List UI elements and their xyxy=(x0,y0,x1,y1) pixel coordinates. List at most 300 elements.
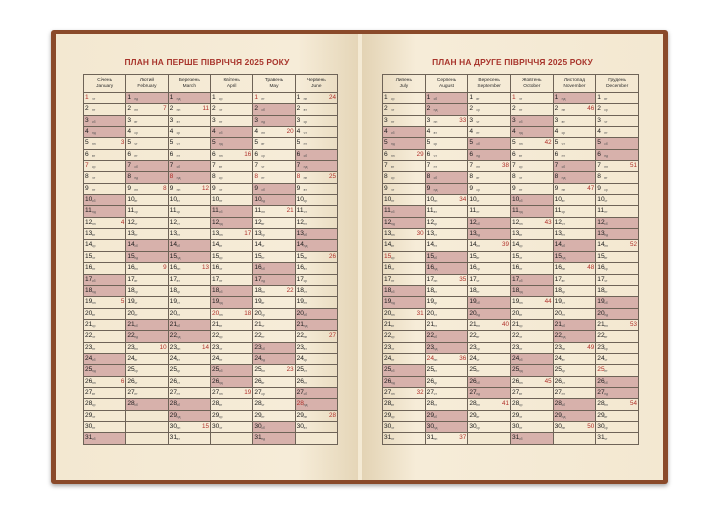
day-cell[interactable] xyxy=(253,183,295,194)
day-cell[interactable] xyxy=(168,217,210,228)
day-cell[interactable] xyxy=(468,229,511,240)
day-cell[interactable] xyxy=(84,399,126,410)
day-cell[interactable] xyxy=(84,149,126,160)
day-cell[interactable] xyxy=(295,297,337,308)
day-cell[interactable] xyxy=(553,331,596,342)
day-cell[interactable] xyxy=(84,172,126,183)
day-cell[interactable] xyxy=(84,115,126,126)
day-cell[interactable] xyxy=(383,206,426,217)
day-cell[interactable] xyxy=(84,251,126,262)
day-cell[interactable] xyxy=(510,93,553,104)
day-cell[interactable] xyxy=(168,206,210,217)
day-cell[interactable] xyxy=(295,263,337,274)
day-cell[interactable] xyxy=(425,353,468,364)
day-cell[interactable] xyxy=(253,127,295,138)
day-cell[interactable] xyxy=(510,172,553,183)
day-cell[interactable] xyxy=(468,365,511,376)
day-cell[interactable] xyxy=(468,297,511,308)
day-cell[interactable] xyxy=(383,274,426,285)
day-cell[interactable] xyxy=(126,138,168,149)
day-cell[interactable] xyxy=(253,229,295,240)
day-cell[interactable] xyxy=(84,195,126,206)
day-cell[interactable] xyxy=(126,115,168,126)
day-cell[interactable] xyxy=(425,263,468,274)
day-cell[interactable] xyxy=(425,127,468,138)
day-cell[interactable] xyxy=(468,149,511,160)
day-cell[interactable] xyxy=(84,183,126,194)
day-cell[interactable] xyxy=(596,217,639,228)
day-cell[interactable] xyxy=(84,127,126,138)
day-cell[interactable] xyxy=(383,104,426,115)
day-cell[interactable] xyxy=(553,365,596,376)
day-cell[interactable] xyxy=(295,274,337,285)
day-cell[interactable] xyxy=(596,251,639,262)
day-cell[interactable] xyxy=(295,331,337,342)
day-cell[interactable] xyxy=(553,195,596,206)
day-cell[interactable] xyxy=(295,161,337,172)
day-cell[interactable] xyxy=(210,161,252,172)
day-cell[interactable] xyxy=(84,376,126,387)
day-cell[interactable] xyxy=(295,195,337,206)
day-cell[interactable] xyxy=(510,161,553,172)
day-cell[interactable] xyxy=(210,387,252,398)
day-cell[interactable] xyxy=(84,217,126,228)
day-cell[interactable] xyxy=(84,240,126,251)
day-cell[interactable] xyxy=(210,93,252,104)
day-cell[interactable] xyxy=(126,161,168,172)
day-cell[interactable] xyxy=(295,138,337,149)
day-cell[interactable] xyxy=(253,263,295,274)
day-cell[interactable] xyxy=(425,251,468,262)
day-cell[interactable] xyxy=(210,149,252,160)
day-cell[interactable] xyxy=(468,93,511,104)
day-cell[interactable] xyxy=(596,433,639,444)
day-cell[interactable] xyxy=(253,285,295,296)
day-cell[interactable] xyxy=(383,93,426,104)
day-cell[interactable] xyxy=(596,263,639,274)
day-cell[interactable] xyxy=(425,421,468,432)
day-cell[interactable] xyxy=(553,104,596,115)
day-cell[interactable] xyxy=(510,342,553,353)
day-cell[interactable] xyxy=(510,387,553,398)
day-cell[interactable] xyxy=(425,149,468,160)
day-cell[interactable] xyxy=(126,319,168,330)
day-cell[interactable] xyxy=(383,433,426,444)
day-cell[interactable] xyxy=(425,387,468,398)
day-cell[interactable] xyxy=(168,308,210,319)
day-cell[interactable] xyxy=(553,274,596,285)
day-cell[interactable] xyxy=(553,263,596,274)
day-cell[interactable] xyxy=(425,115,468,126)
day-cell[interactable] xyxy=(168,240,210,251)
day-cell[interactable] xyxy=(126,127,168,138)
day-cell[interactable] xyxy=(553,353,596,364)
day-cell[interactable] xyxy=(383,297,426,308)
day-cell[interactable] xyxy=(468,206,511,217)
day-cell[interactable] xyxy=(425,138,468,149)
day-cell[interactable] xyxy=(210,115,252,126)
day-cell[interactable] xyxy=(425,161,468,172)
day-cell[interactable] xyxy=(510,399,553,410)
day-cell[interactable] xyxy=(383,138,426,149)
day-cell[interactable] xyxy=(210,353,252,364)
day-cell[interactable] xyxy=(295,285,337,296)
day-cell[interactable] xyxy=(383,308,426,319)
day-cell[interactable] xyxy=(553,387,596,398)
day-cell[interactable] xyxy=(596,274,639,285)
day-cell[interactable] xyxy=(468,331,511,342)
day-cell[interactable] xyxy=(596,183,639,194)
day-cell[interactable] xyxy=(596,285,639,296)
day-cell[interactable] xyxy=(425,365,468,376)
day-cell[interactable] xyxy=(510,229,553,240)
day-cell[interactable] xyxy=(253,387,295,398)
day-cell[interactable] xyxy=(468,387,511,398)
day-cell[interactable] xyxy=(425,297,468,308)
day-cell[interactable] xyxy=(596,104,639,115)
day-cell[interactable] xyxy=(210,410,252,421)
day-cell[interactable] xyxy=(295,183,337,194)
day-cell[interactable] xyxy=(425,195,468,206)
day-cell[interactable] xyxy=(168,93,210,104)
day-cell[interactable] xyxy=(253,161,295,172)
day-cell[interactable] xyxy=(553,172,596,183)
day-cell[interactable] xyxy=(468,251,511,262)
day-cell[interactable] xyxy=(383,387,426,398)
day-cell[interactable] xyxy=(295,127,337,138)
day-cell[interactable] xyxy=(383,149,426,160)
day-cell[interactable] xyxy=(553,206,596,217)
day-cell[interactable] xyxy=(510,410,553,421)
day-cell[interactable] xyxy=(510,138,553,149)
day-cell[interactable] xyxy=(468,240,511,251)
day-cell[interactable] xyxy=(383,399,426,410)
day-cell[interactable] xyxy=(425,376,468,387)
day-cell[interactable] xyxy=(553,410,596,421)
day-cell[interactable] xyxy=(253,240,295,251)
day-cell[interactable] xyxy=(253,319,295,330)
day-cell[interactable] xyxy=(295,93,337,104)
day-cell[interactable] xyxy=(553,138,596,149)
day-cell[interactable] xyxy=(383,195,426,206)
day-cell[interactable] xyxy=(210,206,252,217)
day-cell[interactable] xyxy=(425,399,468,410)
day-cell[interactable] xyxy=(596,421,639,432)
day-cell[interactable] xyxy=(295,251,337,262)
day-cell[interactable] xyxy=(126,104,168,115)
day-cell[interactable] xyxy=(295,149,337,160)
day-cell[interactable] xyxy=(425,342,468,353)
day-cell[interactable] xyxy=(126,240,168,251)
day-cell[interactable] xyxy=(553,115,596,126)
day-cell[interactable] xyxy=(253,93,295,104)
day-cell[interactable] xyxy=(383,319,426,330)
day-cell[interactable] xyxy=(210,229,252,240)
day-cell[interactable] xyxy=(468,263,511,274)
day-cell[interactable] xyxy=(425,433,468,444)
day-cell[interactable] xyxy=(425,240,468,251)
day-cell[interactable] xyxy=(468,183,511,194)
day-cell[interactable] xyxy=(126,183,168,194)
day-cell[interactable] xyxy=(383,115,426,126)
day-cell[interactable] xyxy=(126,274,168,285)
day-cell[interactable] xyxy=(253,149,295,160)
day-cell[interactable] xyxy=(553,308,596,319)
day-cell[interactable] xyxy=(84,93,126,104)
day-cell[interactable] xyxy=(383,172,426,183)
day-cell[interactable] xyxy=(84,104,126,115)
day-cell[interactable] xyxy=(295,421,337,432)
day-cell[interactable] xyxy=(84,206,126,217)
day-cell[interactable] xyxy=(168,342,210,353)
day-cell[interactable] xyxy=(596,172,639,183)
day-cell[interactable] xyxy=(210,240,252,251)
day-cell[interactable] xyxy=(84,161,126,172)
day-cell[interactable] xyxy=(168,410,210,421)
day-cell[interactable] xyxy=(295,240,337,251)
day-cell[interactable] xyxy=(468,274,511,285)
day-cell[interactable] xyxy=(295,399,337,410)
day-cell[interactable] xyxy=(126,365,168,376)
day-cell[interactable] xyxy=(596,342,639,353)
day-cell[interactable] xyxy=(126,399,168,410)
day-cell[interactable] xyxy=(126,297,168,308)
day-cell[interactable] xyxy=(84,308,126,319)
day-cell[interactable] xyxy=(596,353,639,364)
day-cell[interactable] xyxy=(425,308,468,319)
day-cell[interactable] xyxy=(383,229,426,240)
day-cell[interactable] xyxy=(210,399,252,410)
day-cell[interactable] xyxy=(168,161,210,172)
day-cell[interactable] xyxy=(510,115,553,126)
day-cell[interactable] xyxy=(596,331,639,342)
day-cell[interactable] xyxy=(553,149,596,160)
day-cell[interactable] xyxy=(553,297,596,308)
day-cell[interactable] xyxy=(168,127,210,138)
day-cell[interactable] xyxy=(253,251,295,262)
day-cell[interactable] xyxy=(510,274,553,285)
day-cell[interactable] xyxy=(126,387,168,398)
day-cell[interactable] xyxy=(253,433,295,444)
day-cell[interactable] xyxy=(210,376,252,387)
day-cell[interactable] xyxy=(596,229,639,240)
day-cell[interactable] xyxy=(596,297,639,308)
day-cell[interactable] xyxy=(84,353,126,364)
day-cell[interactable] xyxy=(425,93,468,104)
day-cell[interactable] xyxy=(253,342,295,353)
day-cell[interactable] xyxy=(553,285,596,296)
day-cell[interactable] xyxy=(383,365,426,376)
day-cell[interactable] xyxy=(425,217,468,228)
day-cell[interactable] xyxy=(510,319,553,330)
day-cell[interactable] xyxy=(468,421,511,432)
day-cell[interactable] xyxy=(84,433,126,444)
day-cell[interactable] xyxy=(84,263,126,274)
day-cell[interactable] xyxy=(553,240,596,251)
day-cell[interactable] xyxy=(84,421,126,432)
day-cell[interactable] xyxy=(126,251,168,262)
day-cell[interactable] xyxy=(553,342,596,353)
day-cell[interactable] xyxy=(168,297,210,308)
day-cell[interactable] xyxy=(510,217,553,228)
day-cell[interactable] xyxy=(253,399,295,410)
day-cell[interactable] xyxy=(168,138,210,149)
day-cell[interactable] xyxy=(425,206,468,217)
day-cell[interactable] xyxy=(126,285,168,296)
day-cell[interactable] xyxy=(510,376,553,387)
day-cell[interactable] xyxy=(295,104,337,115)
day-cell[interactable] xyxy=(596,410,639,421)
day-cell[interactable] xyxy=(210,274,252,285)
day-cell[interactable] xyxy=(468,285,511,296)
day-cell[interactable] xyxy=(210,308,252,319)
day-cell[interactable] xyxy=(383,217,426,228)
day-cell[interactable] xyxy=(210,127,252,138)
day-cell[interactable] xyxy=(126,172,168,183)
day-cell[interactable] xyxy=(510,149,553,160)
day-cell[interactable] xyxy=(468,410,511,421)
day-cell[interactable] xyxy=(468,399,511,410)
day-cell[interactable] xyxy=(510,308,553,319)
day-cell[interactable] xyxy=(425,285,468,296)
day-cell[interactable] xyxy=(383,183,426,194)
day-cell[interactable] xyxy=(253,331,295,342)
day-cell[interactable] xyxy=(210,319,252,330)
day-cell[interactable] xyxy=(553,183,596,194)
day-cell[interactable] xyxy=(210,421,252,432)
day-cell[interactable] xyxy=(383,263,426,274)
day-cell[interactable] xyxy=(168,229,210,240)
day-cell[interactable] xyxy=(425,331,468,342)
day-cell[interactable] xyxy=(168,421,210,432)
day-cell[interactable] xyxy=(84,319,126,330)
day-cell[interactable] xyxy=(596,376,639,387)
day-cell[interactable] xyxy=(210,217,252,228)
day-cell[interactable] xyxy=(253,206,295,217)
day-cell[interactable] xyxy=(510,285,553,296)
day-cell[interactable] xyxy=(84,410,126,421)
day-cell[interactable] xyxy=(84,342,126,353)
day-cell[interactable] xyxy=(596,161,639,172)
day-cell[interactable] xyxy=(295,217,337,228)
day-cell[interactable] xyxy=(295,319,337,330)
day-cell[interactable] xyxy=(126,206,168,217)
day-cell[interactable] xyxy=(425,229,468,240)
day-cell[interactable] xyxy=(468,161,511,172)
day-cell[interactable] xyxy=(383,331,426,342)
day-cell[interactable] xyxy=(168,251,210,262)
day-cell[interactable] xyxy=(168,353,210,364)
day-cell[interactable] xyxy=(510,421,553,432)
day-cell[interactable] xyxy=(126,263,168,274)
day-cell[interactable] xyxy=(168,319,210,330)
day-cell[interactable] xyxy=(596,206,639,217)
day-cell[interactable] xyxy=(253,115,295,126)
day-cell[interactable] xyxy=(510,104,553,115)
day-cell[interactable] xyxy=(168,331,210,342)
day-cell[interactable] xyxy=(468,127,511,138)
day-cell[interactable] xyxy=(468,308,511,319)
day-cell[interactable] xyxy=(168,195,210,206)
day-cell[interactable] xyxy=(468,195,511,206)
day-cell[interactable] xyxy=(596,149,639,160)
day-cell[interactable] xyxy=(168,365,210,376)
day-cell[interactable] xyxy=(168,104,210,115)
day-cell[interactable] xyxy=(510,263,553,274)
day-cell[interactable] xyxy=(510,331,553,342)
day-cell[interactable] xyxy=(210,297,252,308)
day-cell[interactable] xyxy=(295,410,337,421)
day-cell[interactable] xyxy=(553,217,596,228)
day-cell[interactable] xyxy=(383,251,426,262)
day-cell[interactable] xyxy=(383,161,426,172)
day-cell[interactable] xyxy=(553,229,596,240)
day-cell[interactable] xyxy=(168,387,210,398)
day-cell[interactable] xyxy=(168,115,210,126)
day-cell[interactable] xyxy=(253,308,295,319)
day-cell[interactable] xyxy=(596,240,639,251)
day-cell[interactable] xyxy=(425,319,468,330)
day-cell[interactable] xyxy=(510,127,553,138)
day-cell[interactable] xyxy=(468,342,511,353)
day-cell[interactable] xyxy=(425,183,468,194)
day-cell[interactable] xyxy=(84,274,126,285)
day-cell[interactable] xyxy=(210,183,252,194)
day-cell[interactable] xyxy=(253,217,295,228)
day-cell[interactable] xyxy=(596,387,639,398)
day-cell[interactable] xyxy=(468,172,511,183)
day-cell[interactable] xyxy=(168,285,210,296)
day-cell[interactable] xyxy=(468,115,511,126)
day-cell[interactable] xyxy=(253,421,295,432)
day-cell[interactable] xyxy=(210,172,252,183)
day-cell[interactable] xyxy=(253,365,295,376)
day-cell[interactable] xyxy=(84,365,126,376)
day-cell[interactable] xyxy=(210,104,252,115)
day-cell[interactable] xyxy=(596,93,639,104)
day-cell[interactable] xyxy=(596,195,639,206)
day-cell[interactable] xyxy=(210,263,252,274)
day-cell[interactable] xyxy=(425,172,468,183)
day-cell[interactable] xyxy=(295,353,337,364)
day-cell[interactable] xyxy=(84,285,126,296)
day-cell[interactable] xyxy=(168,183,210,194)
day-cell[interactable] xyxy=(510,183,553,194)
day-cell[interactable] xyxy=(168,399,210,410)
day-cell[interactable] xyxy=(596,319,639,330)
day-cell[interactable] xyxy=(383,353,426,364)
day-cell[interactable] xyxy=(510,240,553,251)
day-cell[interactable] xyxy=(84,229,126,240)
day-cell[interactable] xyxy=(553,251,596,262)
day-cell[interactable] xyxy=(210,285,252,296)
day-cell[interactable] xyxy=(84,331,126,342)
day-cell[interactable] xyxy=(468,104,511,115)
day-cell[interactable] xyxy=(253,353,295,364)
day-cell[interactable] xyxy=(510,251,553,262)
day-cell[interactable] xyxy=(383,240,426,251)
day-cell[interactable] xyxy=(596,399,639,410)
day-cell[interactable] xyxy=(383,342,426,353)
day-cell[interactable] xyxy=(126,217,168,228)
day-cell[interactable] xyxy=(510,297,553,308)
day-cell[interactable] xyxy=(295,172,337,183)
day-cell[interactable] xyxy=(295,115,337,126)
day-cell[interactable] xyxy=(84,387,126,398)
day-cell[interactable] xyxy=(383,421,426,432)
day-cell[interactable] xyxy=(596,308,639,319)
day-cell[interactable] xyxy=(168,172,210,183)
